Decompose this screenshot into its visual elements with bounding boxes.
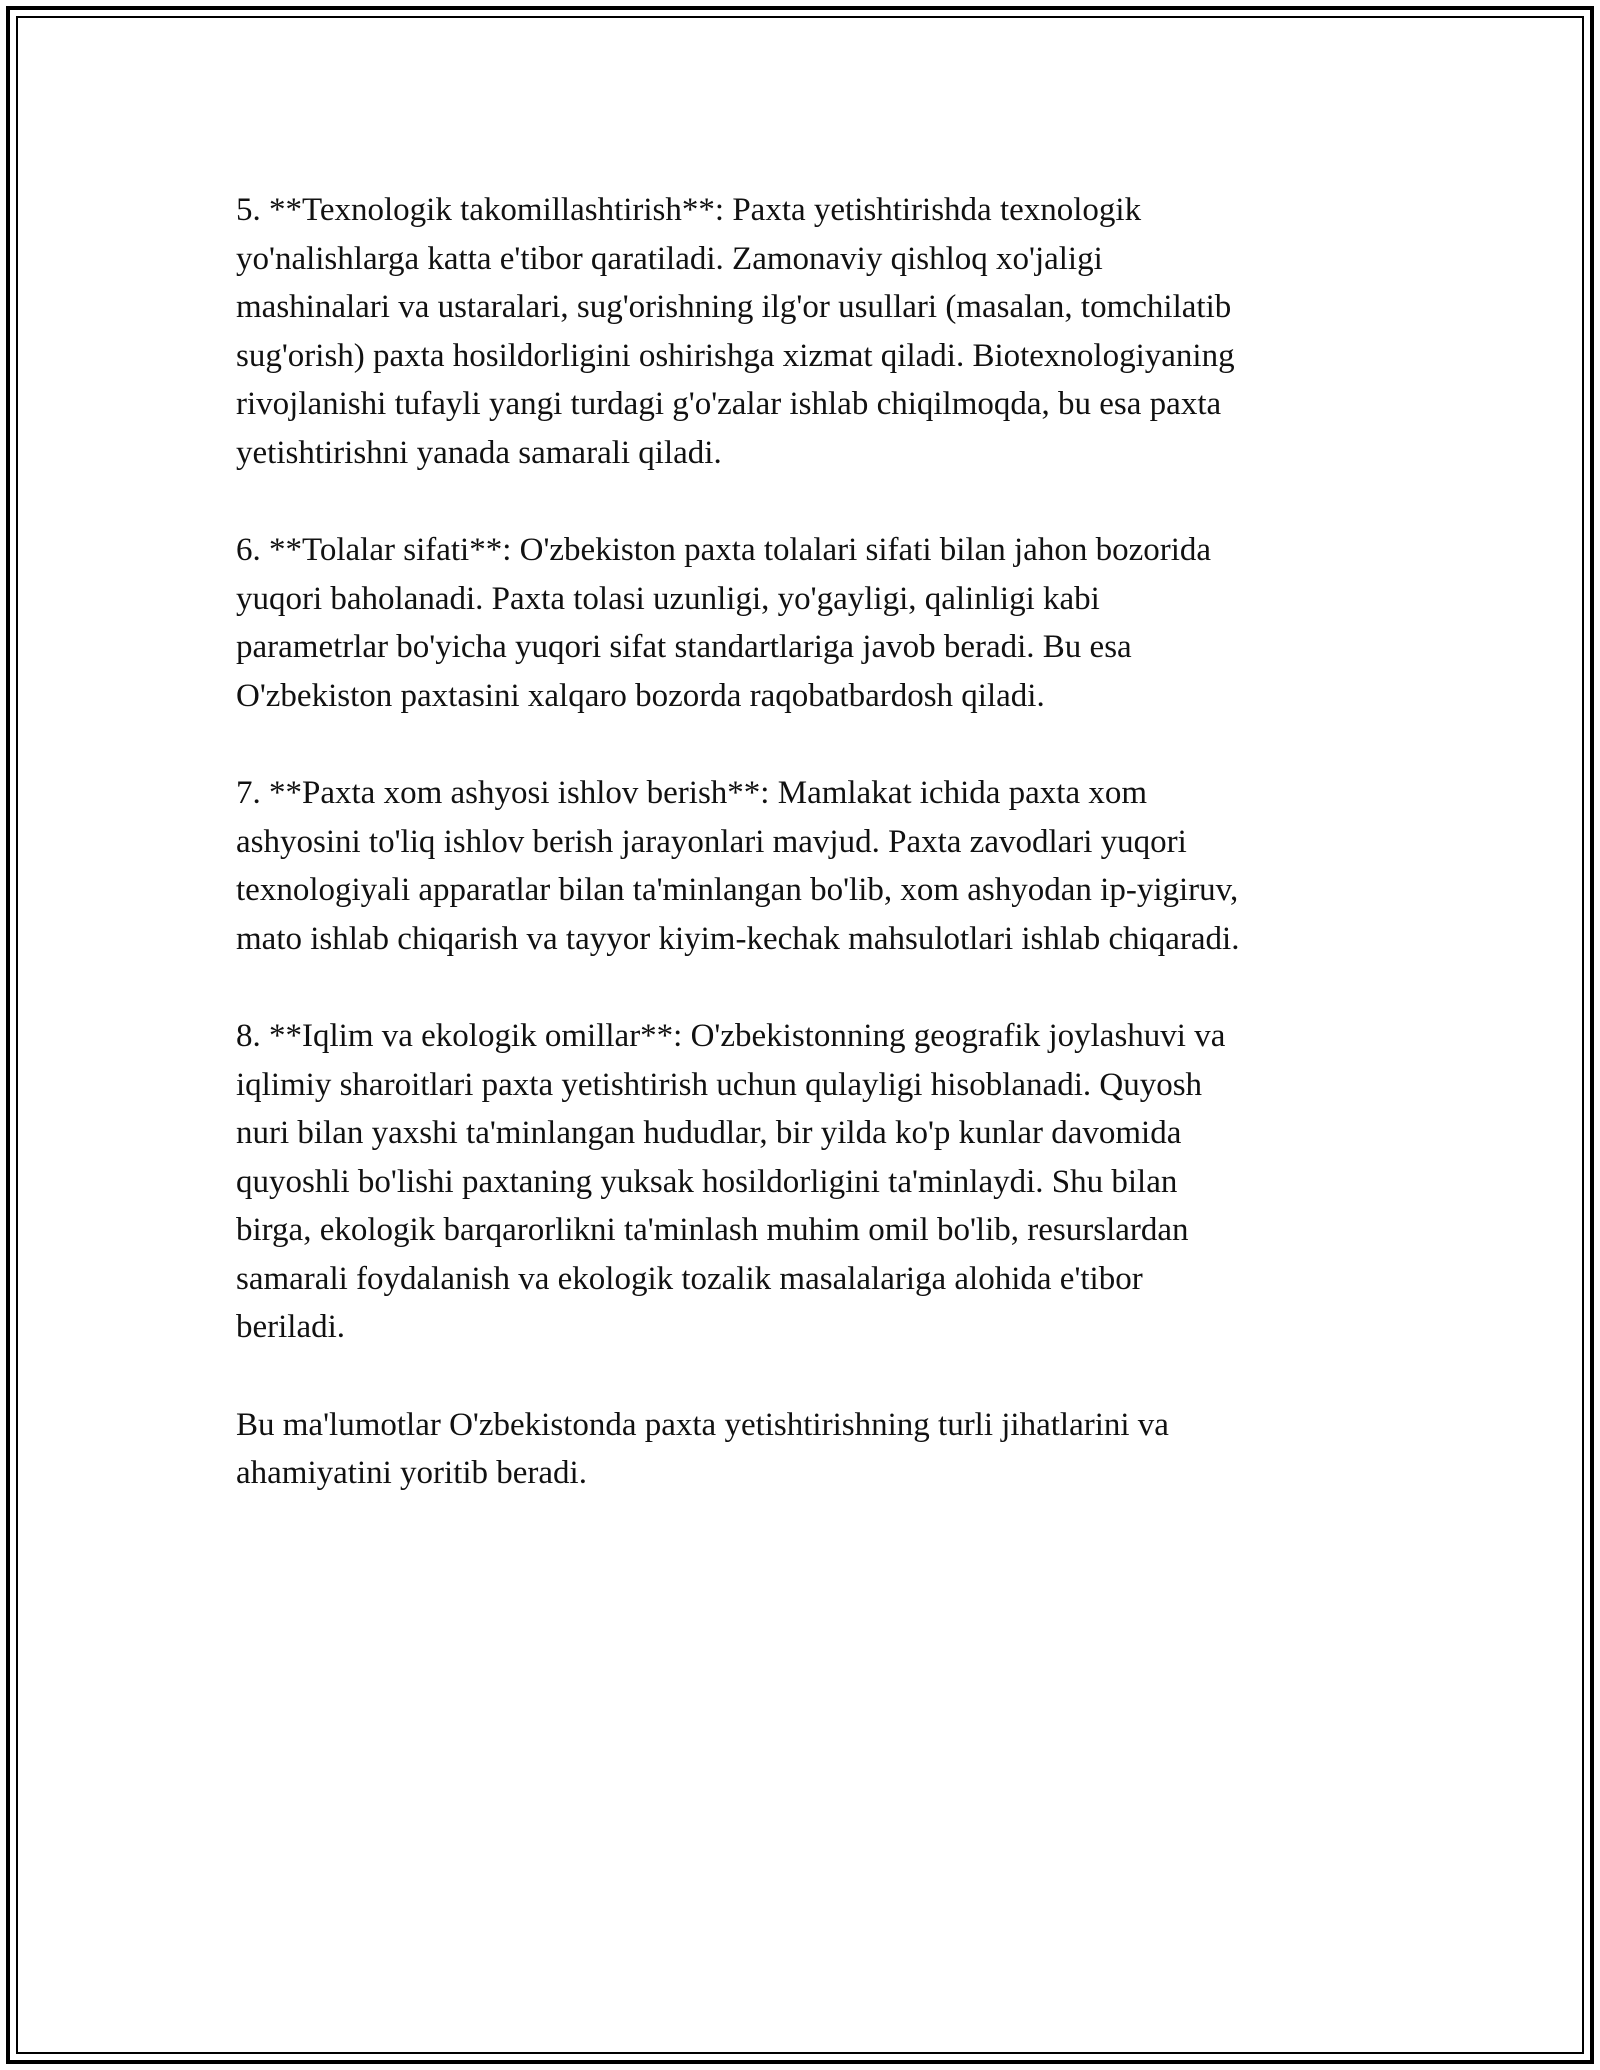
- paragraph-raw-material-processing: 7. **Paxta xom ashyosi ishlov berish**: Mamlakat ichida paxta xom ashyosini to'liq ishlov berish jarayonlari mavjud. Paxta zavodlari yuqori texnologiyali apparatlar bilan ta'minlangan bo'lib, xom ashyodan ip-yigiruv, mato ishlab chiqarish va tayyor kiyim-kechak mahsulotlari ishlab chiqaradi.: [236, 775, 1240, 957]
- paragraph-climate-ecology: 8. **Iqlim va ekologik omillar**: O'zbekistonning geografik joylashuvi va iqlimiy sharoitlari paxta yetishtirish uchun qulayligi hisoblanadi. Quyosh nuri bilan yaxshi ta'minlangan hududlar, bir yilda ko'p kunlar davomida quyoshli bo'lishi paxtaning yuksak hosildorligini ta'minlaydi. Shu bilan birga, ekologik barqarorlikni ta'minlash muhim omil bo'lib, resurslardan samarali foydalanish va ekologik tozalik masalalariga alohida e'tibor beriladi.: [236, 1018, 1226, 1345]
- paragraph-fiber-quality: 6. **Tolalar sifati**: O'zbekiston paxta tolalari sifati bilan jahon bozorida yuqori baholanadi. Paxta tolasi uzunligi, yo'gayligi, qalinligi kabi parametrlar bo'yicha yuqori sifat standartlariga javob beradi. Bu esa O'zbekiston paxtasini xalqaro bozorda raqobatbardosh qiladi.: [236, 532, 1212, 714]
- document-body: [236, 186, 1366, 1547]
- paragraph-conclusion: Bu ma'lumotlar O'zbekistonda paxta yetishtirishning turli jihatlarini va ahamiyatini yoritib beradi.: [236, 1406, 1169, 1491]
- paragraph-technological-improvement: 5. **Texnologik takomillashtirish**: Paxta yetishtirishda texnologik yo'nalishlarga katta e'tibor qaratiladi. Zamonaviy qishloq xo'jaligi mashinalari va ustaralari, sug'orishning ilg'or usullari (masalan, tomchilatib sug'orish) paxta hosildorligini oshirishga xizmat qiladi. Biotexnologiyaning rivojlanishi tufayli yangi turdagi g'o'zalar ishlab chiqilmoqda, bu esa paxta yetishtirishni yanada samarali qiladi.: [236, 192, 1235, 471]
